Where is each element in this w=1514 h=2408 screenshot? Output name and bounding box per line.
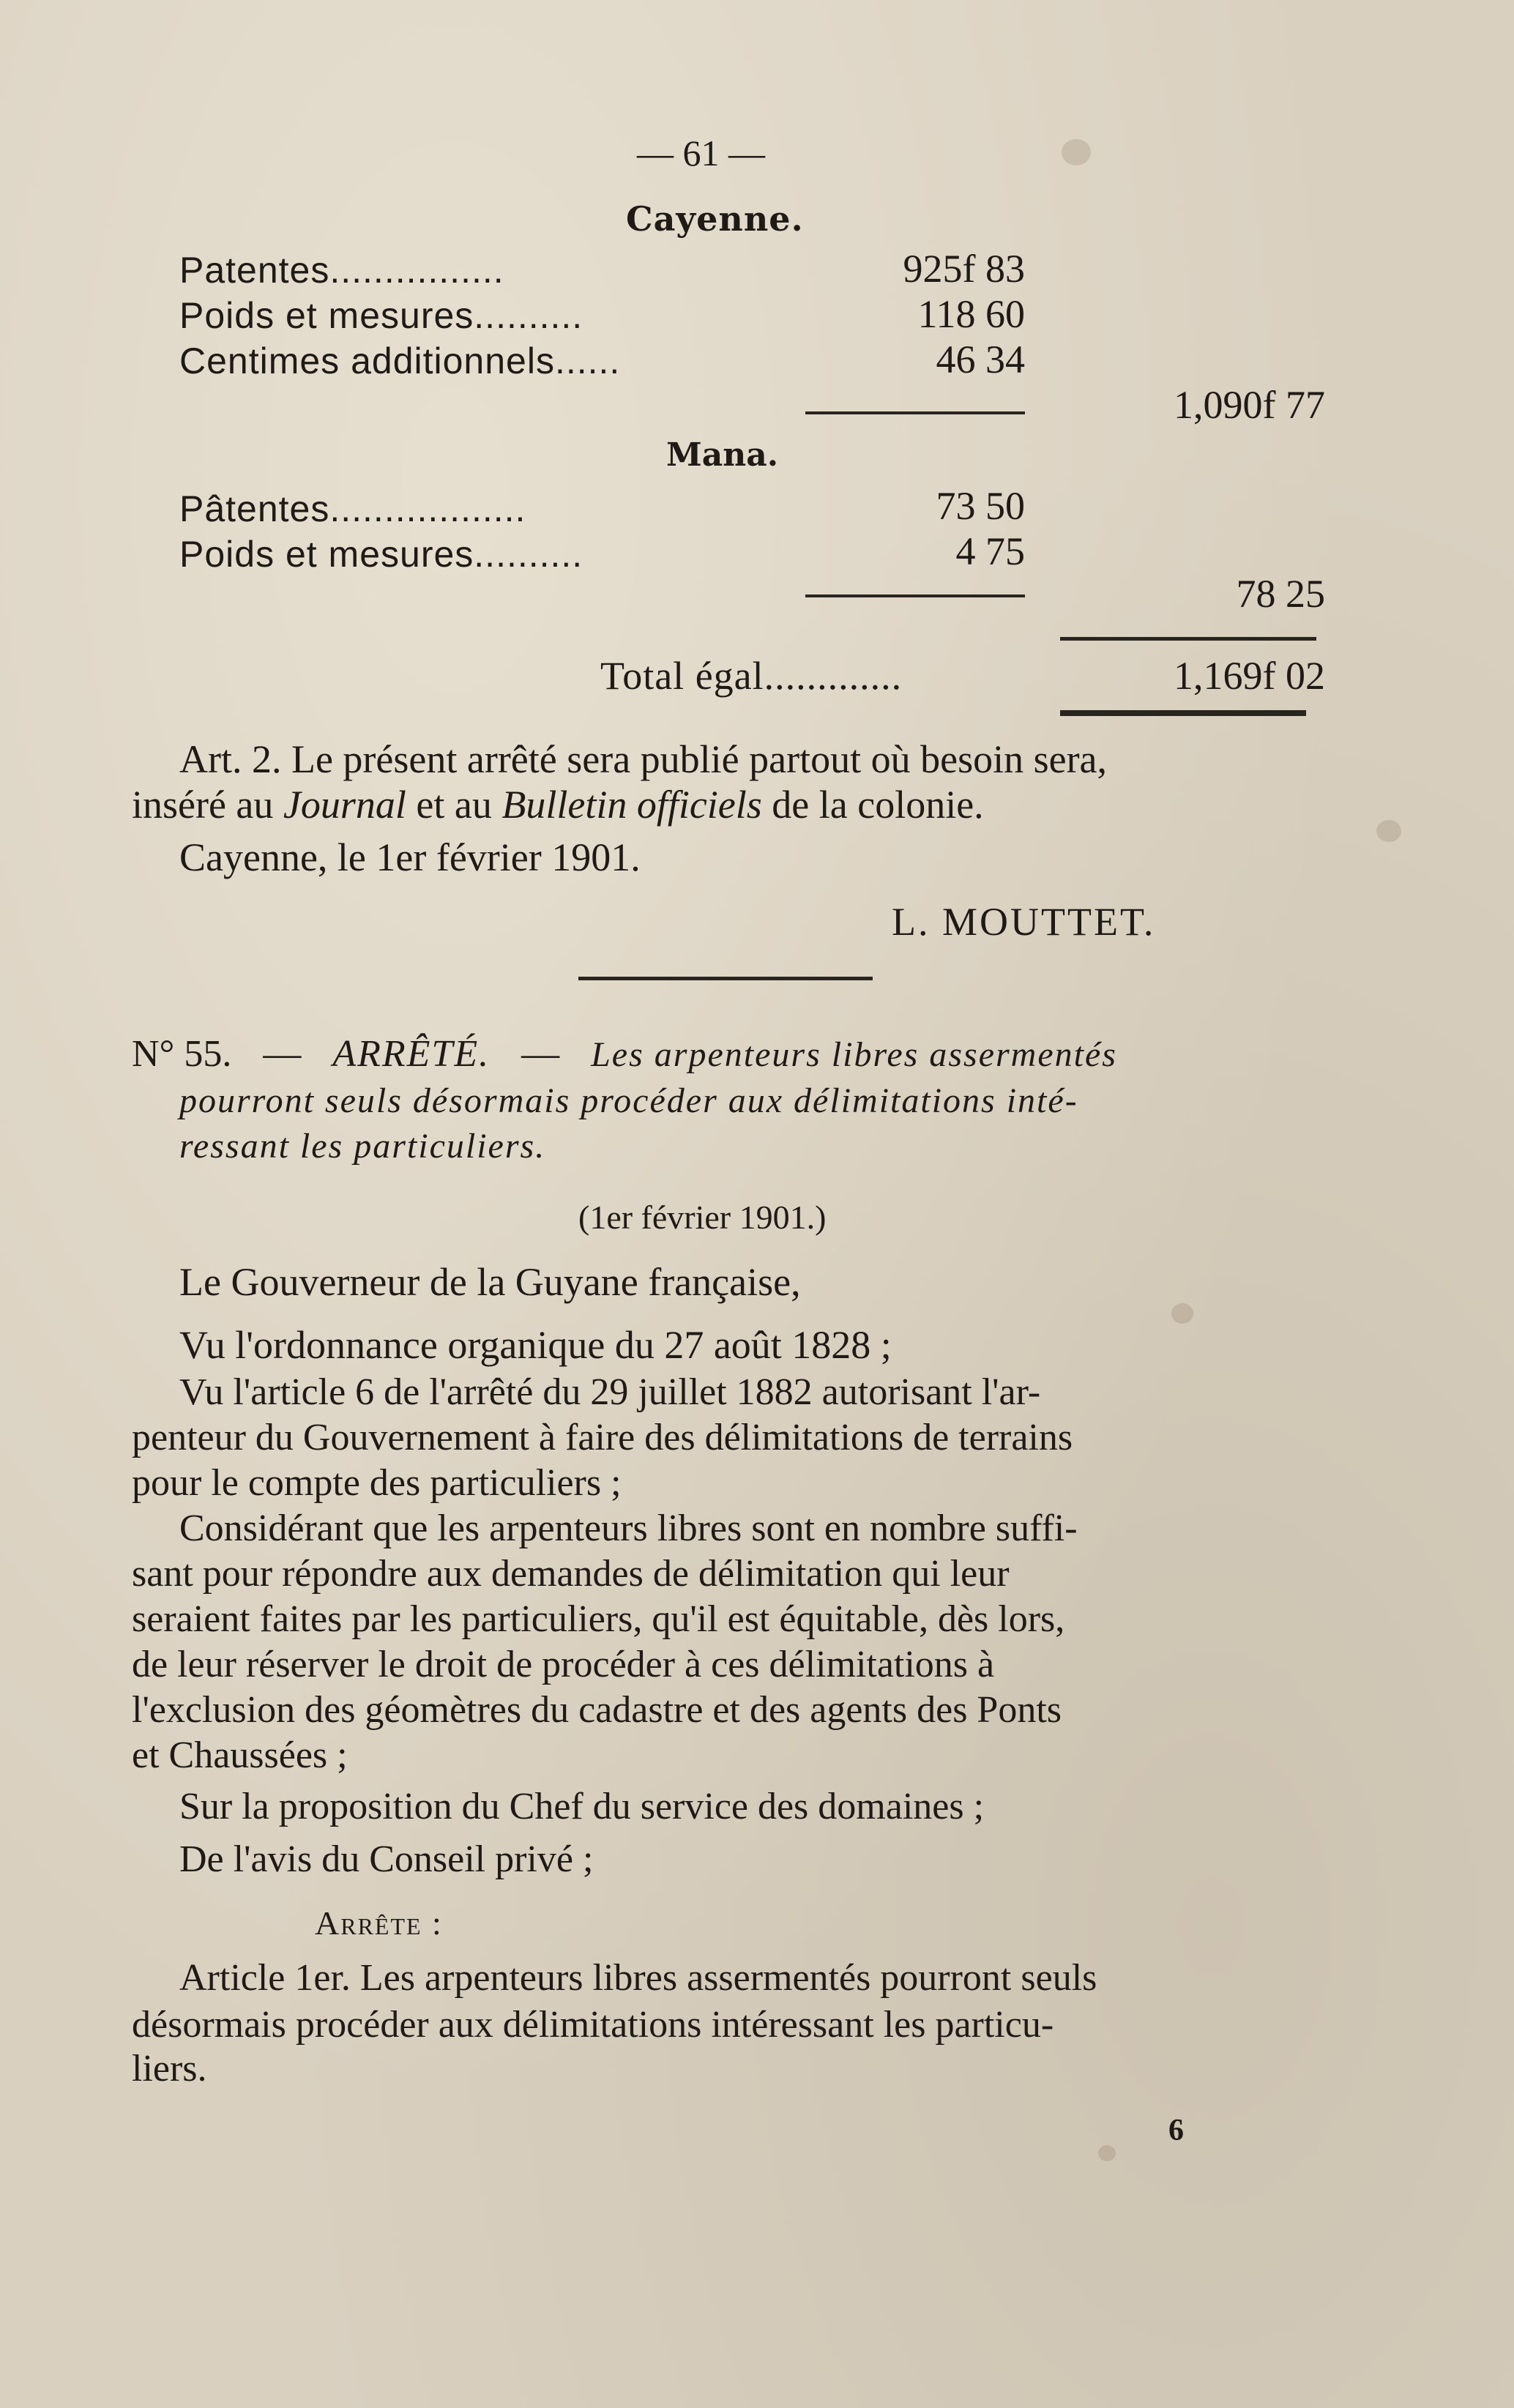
subtotal-amount: 1,090f 77 — [1174, 383, 1325, 427]
art2-journal: Journal — [283, 783, 406, 827]
art2-text: et au — [406, 783, 502, 827]
subtotal-amount: 78 25 — [1236, 572, 1325, 616]
considerant-line: seraient faites par les particuliers, qu'il est équitable, dès lors, — [132, 1598, 1065, 1640]
considerant-line: de leur réserver le droit de procéder à ces délimitations à — [132, 1644, 995, 1685]
considerant-line: Considérant que les arpenteurs libres sont en nombre suffi- — [179, 1507, 1078, 1549]
sum-rule — [805, 411, 1025, 414]
ledger-label: Centimes additionnels...... — [179, 340, 621, 381]
art2-text: de la colonie. — [761, 783, 984, 827]
arrete-header — [132, 1032, 1117, 1076]
art2-line: Art. 2. Le présent arrêté sera publié partout où besoin sera, — [179, 737, 1108, 781]
ledger-label: Pâtentes.................. — [179, 488, 526, 529]
date-line: Cayenne, le 1er février 1901. — [179, 835, 641, 879]
arrete-subject: pourront seuls désormais procéder aux délimitations inté- — [179, 1081, 1078, 1120]
paper-stain — [1098, 2145, 1116, 2161]
arrete-subject: ressant les particuliers. — [179, 1127, 546, 1166]
ledger-amount: 118 60 — [917, 292, 1025, 336]
dash: — — [521, 1033, 560, 1075]
arrete-date: (1er février 1901.) — [578, 1199, 827, 1236]
article-line: désormais procéder aux délimitations intéressant les particu- — [132, 2004, 1054, 2046]
total-amount: 1,169f 02 — [1174, 654, 1325, 698]
ledger-amount: 73 50 — [936, 484, 1025, 528]
total-label: Total égal............. — [600, 654, 903, 698]
ledger-amount: 925f 83 — [903, 247, 1025, 291]
signature: L. MOUTTET. — [892, 900, 1156, 944]
considerant-line: et Chaussées ; — [132, 1734, 348, 1776]
governor-line: Le Gouverneur de la Guyane française, — [179, 1260, 801, 1304]
vu-line: pour le compte des particuliers ; — [132, 1462, 622, 1504]
paper-stain — [1376, 820, 1401, 842]
ledger-amount: 46 34 — [936, 338, 1025, 381]
article-line: Article 1er. Les arpenteurs libres assermentés pourront seuls — [179, 1957, 1097, 1999]
proposition-line: Sur la proposition du Chef du service des domaines ; — [179, 1786, 985, 1827]
vu-line: penteur du Gouvernement à faire des délimitations de terrains — [132, 1417, 1073, 1458]
art2-text: inséré au — [132, 783, 283, 827]
ledger-amount: 4 75 — [955, 529, 1025, 573]
arrete-number: N° 55. — [132, 1033, 232, 1075]
paper-stain — [1171, 1303, 1193, 1324]
total-rule — [1060, 637, 1316, 641]
arrete-subject: Les arpenteurs libres assermentés — [591, 1035, 1117, 1074]
ledger-label: Poids et mesures.......... — [179, 534, 583, 575]
vu-line: Vu l'article 6 de l'arrêté du 29 juillet 1882 autorisant l'ar- — [179, 1371, 1041, 1413]
signature-mark: 6 — [1168, 2114, 1184, 2147]
section-heading-cayenne: Cayenne. — [626, 199, 804, 239]
art2-bulletin: Bulletin officiels — [501, 783, 762, 827]
vu-line: Vu l'ordonnance organique du 27 août 1828 ; — [179, 1323, 892, 1367]
ledger-label: Poids et mesures.......... — [179, 295, 583, 336]
ledger-label: Patentes................ — [179, 250, 504, 291]
avis-line: De l'avis du Conseil privé ; — [179, 1838, 594, 1880]
considerant-line: sant pour répondre aux demandes de délimitation qui leur — [132, 1553, 1010, 1595]
arrete-heading: Arrête : — [315, 1904, 443, 1942]
total-double-rule — [1060, 710, 1306, 716]
considerant-line: l'exclusion des géomètres du cadastre et des agents des Ponts — [132, 1689, 1062, 1731]
art2-line — [132, 782, 984, 827]
sum-rule — [805, 594, 1025, 597]
arrete-title: ARRÊTÉ. — [332, 1033, 491, 1075]
section-heading-mana: Mana. — [666, 436, 779, 474]
paper-stain — [1062, 139, 1091, 165]
article-line: liers. — [132, 2048, 207, 2090]
dash: — — [263, 1033, 302, 1075]
section-divider — [578, 977, 873, 980]
page-number: — 61 — — [637, 133, 765, 174]
